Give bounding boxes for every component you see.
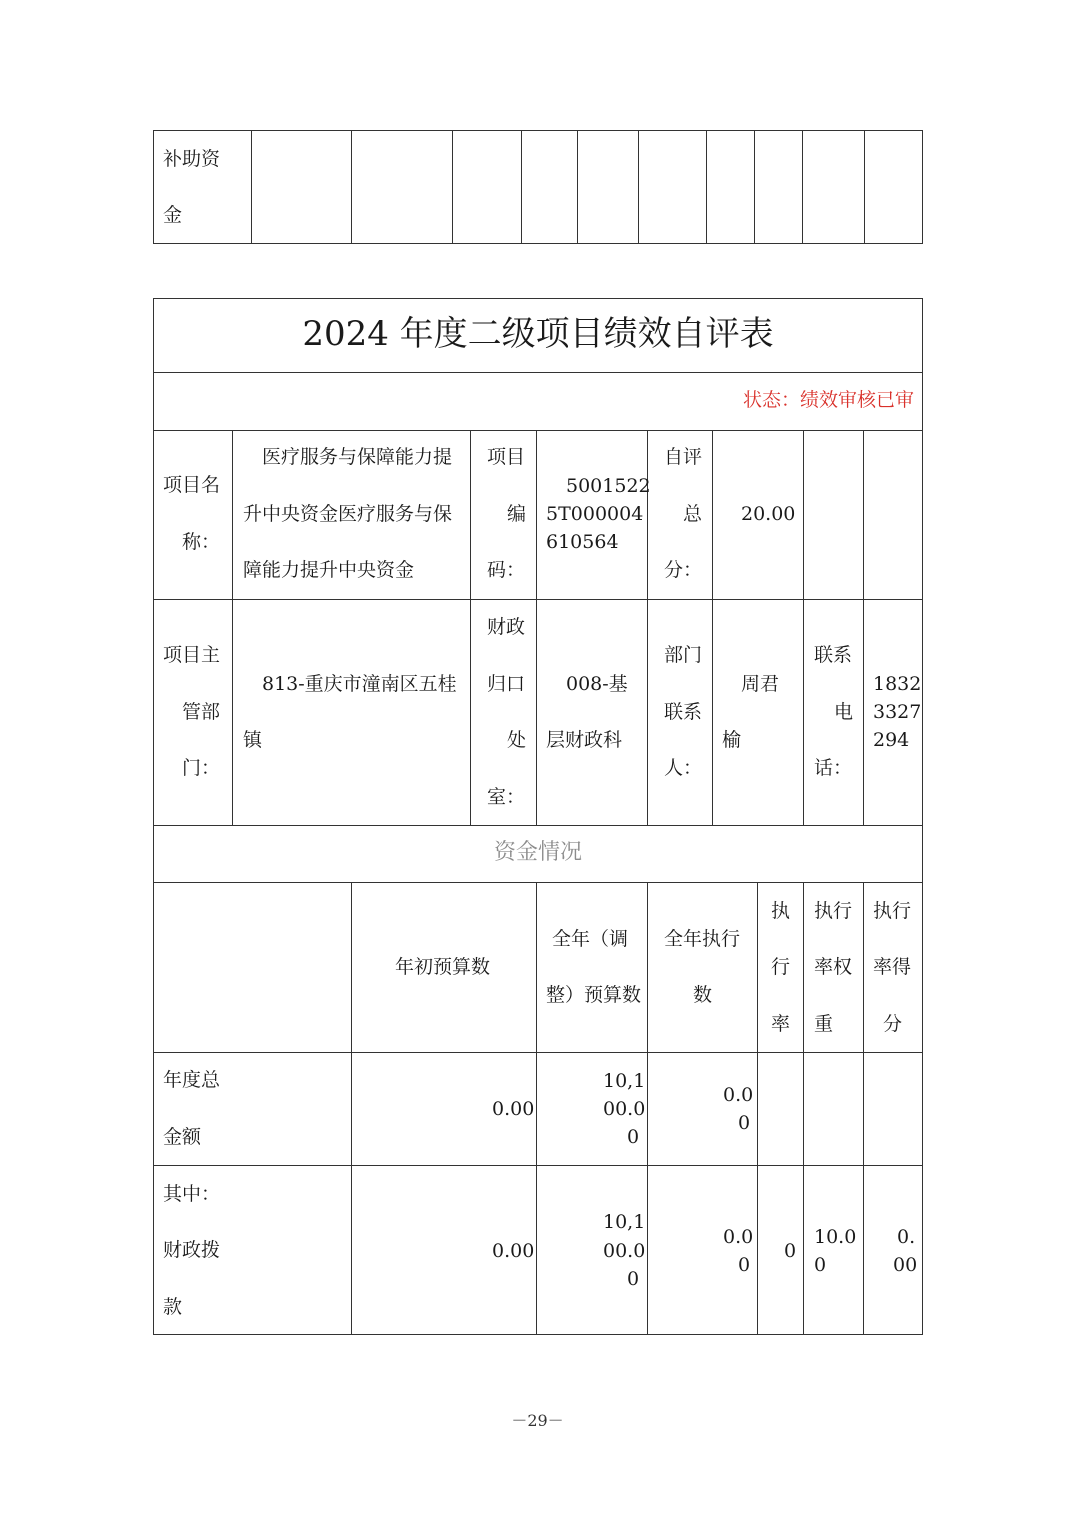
execution-rate-value: 0 <box>784 1240 797 1262</box>
status-badge: 状态：绩效审核已审 <box>742 389 914 411</box>
fund-section-title: 资金情况 <box>493 840 582 865</box>
self-score-value: 20.00 <box>741 503 796 525</box>
subsidy-label-line2: 金 <box>163 204 183 226</box>
initial-budget-value: 0.00 <box>492 1098 535 1120</box>
header-initial-budget: 年初预算数 <box>395 956 491 978</box>
page-number: －29－ <box>511 1411 564 1430</box>
subsidy-label-line1: 补助资 <box>163 148 221 170</box>
page-title: 2024 年度二级项目绩效自评表 <box>302 314 774 354</box>
initial-budget-value: 0.00 <box>492 1240 535 1262</box>
